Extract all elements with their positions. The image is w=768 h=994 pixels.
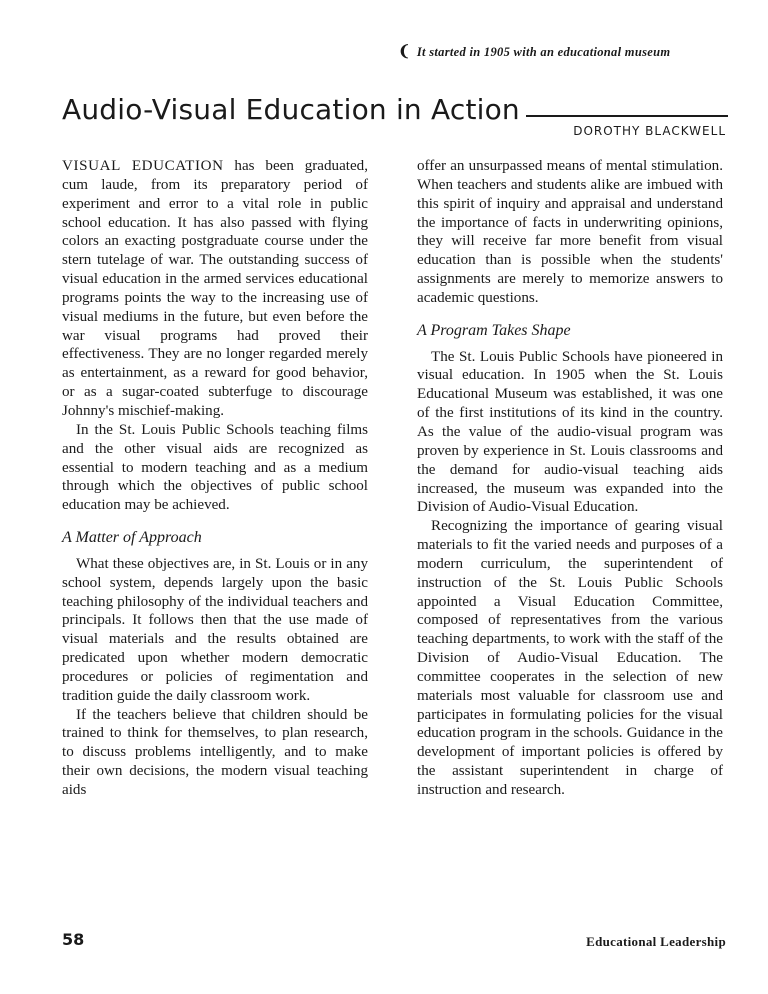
section-heading: A Program Takes Shape <box>417 321 571 339</box>
left-column <box>62 157 368 800</box>
title-row <box>62 86 728 126</box>
running-head-mark: ❨ <box>398 44 411 60</box>
section-heading: A Matter of Approach <box>62 529 202 547</box>
paragraph: The St. Louis Public Schools have pioneered in visual education. In 1905 when the St. Louis Educational Museum was established, it was one of the first institutions of its kind in the country. As the value of the audio-visual program was proven by experience in St. Louis classrooms and the demand for audio-visual teaching aids increased, the museum was expanded into the Division of Audio-Visual Education. <box>417 348 723 516</box>
paragraph: If the teachers believe that children should be trained to think for themselves, to plan research, to discuss problems intelligently, and to make their own decisions, the modern visual teaching aids <box>62 706 368 798</box>
journal-name: Educational Leadership <box>586 934 726 949</box>
running-head-text: It started in 1905 with an educational museum <box>416 45 671 59</box>
paragraph: offer an unsurpassed means of mental stimulation. When teachers and students alike are imbued with this spirit of inquiry and appraisal and understand the importance of facts in underwriting opinions, they will receive far more benefit from visual education than is possible when the students' assignments are merely to memorize answers to academic questions. <box>417 158 723 306</box>
running-head <box>398 42 728 61</box>
paragraph: VISUAL EDUCATION has been graduated, cum laude, from its preparatory period of experiment and error to a vital role in public school education. It has also passed with flying colors an exacting postgraduate course under the stern tutelage of war. The outstanding success of visual education in the armed services educational programs points the way to the increasing use of visual mediums in the future, but even before the war visual programs had proved their effectiveness. They are no longer regarded merely as entertainment, as a reward for good behavior, or as a sugar-coated subterfuge to discourage Johnny's mischief-making. <box>62 158 369 419</box>
author-byline: DOROTHY BLACKWELL <box>573 124 726 138</box>
article-title: Audio-Visual Education in Action <box>62 93 520 126</box>
drop-lead: VISUAL EDUCATION <box>62 158 224 174</box>
page-number: 58 <box>62 930 85 949</box>
right-column <box>417 157 723 800</box>
paragraph: In the St. Louis Public Schools teaching films and the other visual aids are recognized as essential to modern teaching and as a medium through which the objectives of public school education may be achieved. <box>62 421 368 514</box>
title-rule <box>526 115 728 117</box>
paragraph: Recognizing the importance of gearing visual materials to fit the varied needs and purposes of a modern curriculum, the superintendent of instruction of the St. Louis Public Schools appointed a Visual Education Committee, composed of representatives from the various teaching departments, to work with the staff of the Division of Audio-Visual Education. The committee cooperates in the selection of new materials most valuable for classroom use and participates in formulating policies for the visual education program in the schools. Guidance in the development of important policies is offered by the assistant superintendent in charge of instruction and research. <box>417 518 723 798</box>
paragraph: What these objectives are, in St. Louis or in any school system, depends largely upon the basic teaching philosophy of the individual teachers and principals. It follows then that the use made of visual materials and the results obtained are predicated upon whether modern democratic procedures or policies of regimentation and tradition guide the daily classroom work. <box>62 555 368 704</box>
